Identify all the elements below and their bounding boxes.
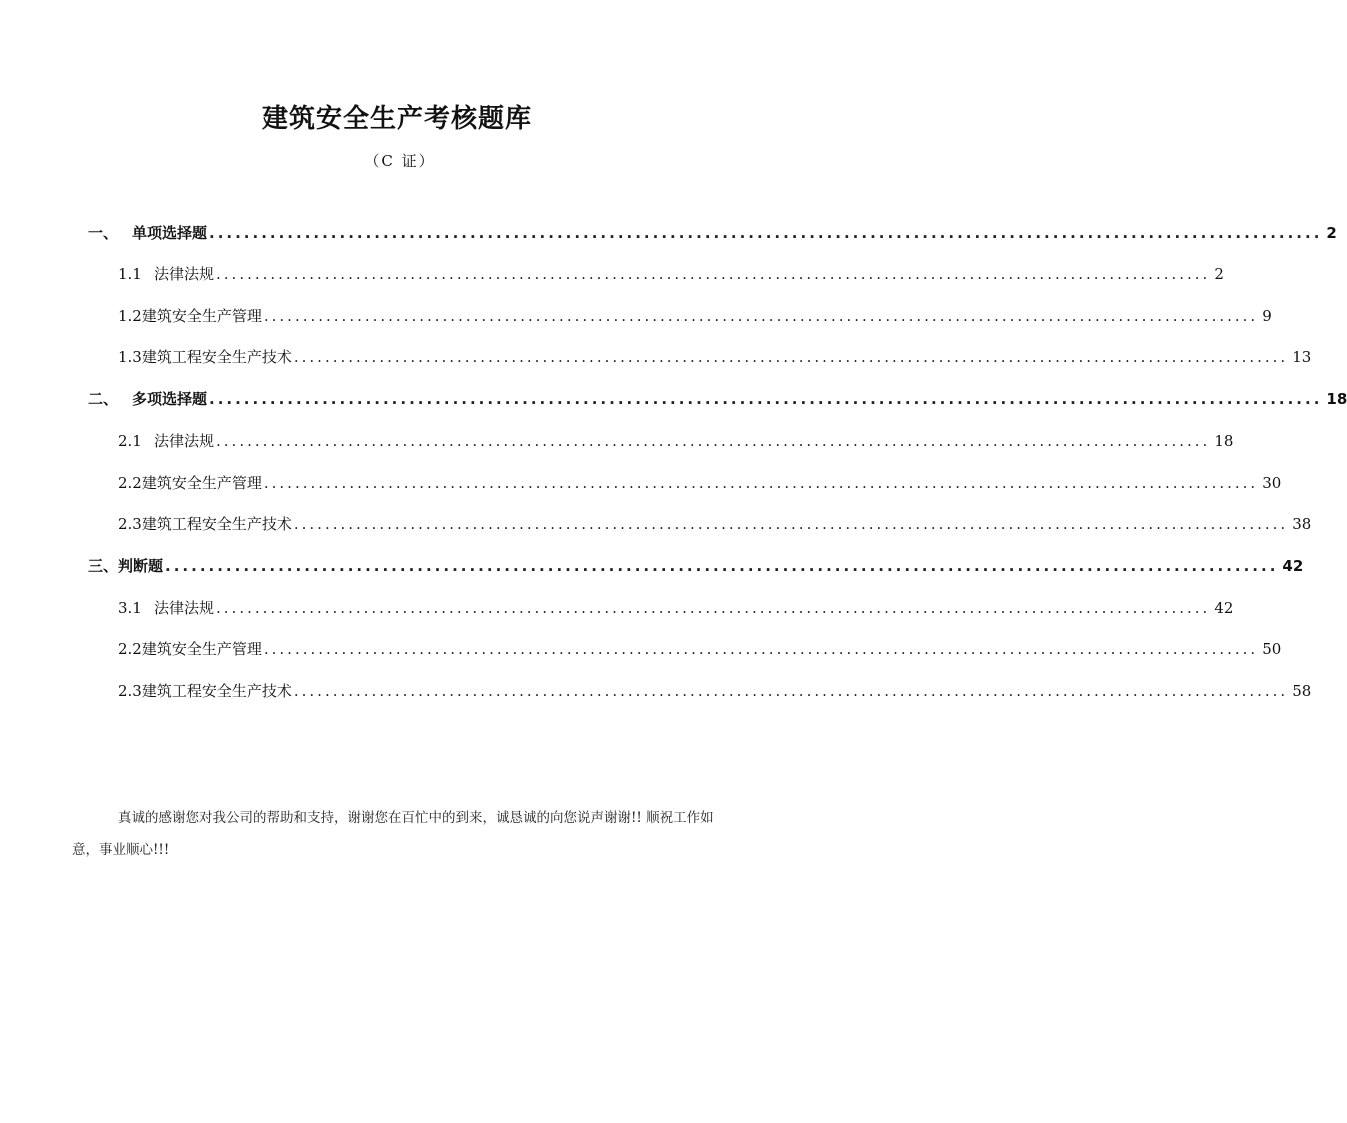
toc-entry-text: 单项选择题 [132,224,208,242]
toc-entry-label [88,222,207,243]
toc-entry-page: 50 [1262,640,1282,658]
toc-entry-number: 三、 [88,557,119,575]
toc-entry-number: 1.3 [118,348,142,366]
toc-entry-page: 18 [1326,390,1347,408]
toc-entry[interactable] [118,513,1312,537]
toc-entry-text: 多项选择题 [132,390,208,408]
toc-entry-text: 建筑安全生产管理 [141,474,262,492]
toc-entry-page: 2 [1214,265,1224,283]
toc-entry-page: 30 [1262,474,1282,492]
toc-dot-leader: ................................................................................................................................ [263,640,1259,658]
toc-dot-leader: ................................................................................................................................ [209,224,1323,242]
toc-entry-text: 建筑工程安全生产技术 [141,515,292,533]
toc-entry[interactable] [88,555,1304,579]
toc-entry-label [88,555,163,576]
toc-entry-text: 建筑工程安全生产技术 [141,348,292,366]
toc-entry[interactable] [118,472,1282,496]
toc-dot-leader: ................................................................................................................................ [216,599,1211,617]
toc-entry-text: 建筑安全生产管理 [141,640,262,658]
toc-entry[interactable] [118,680,1312,704]
toc-entry-number: 2.3 [118,515,142,533]
toc-entry-number: 1.2 [118,307,142,325]
toc-entry-page: 9 [1262,307,1272,325]
document-title: 建筑安全生产考核题库 [261,104,532,134]
closing-message: 真诚的感谢您对我公司的帮助和支持，谢谢您在百忙中的到来，诚恳诚的向您说声谢谢!! 顺祝工作如意，事业顺心!!! [72,809,714,858]
toc-entry-page: 42 [1214,599,1234,617]
toc-entry-number: 二、 [88,390,119,408]
toc-entry-label [118,346,292,367]
toc-entry[interactable] [118,346,1312,370]
toc-dot-leader: ................................................................................................................................ [216,432,1211,450]
toc-entry-label [118,680,292,701]
toc-entry-label [118,263,214,284]
toc-dot-leader: ................................................................................................................................ [216,265,1211,283]
toc-entry-number: 1.1 [118,265,142,283]
toc-dot-leader: ................................................................................................................................ [293,348,1289,366]
toc-dot-leader: ................................................................................................................................ [165,557,1279,575]
toc-entry[interactable] [118,638,1282,662]
toc-dot-leader: ................................................................................................................................ [209,390,1323,408]
toc-dot-leader: ................................................................................................................................ [263,307,1259,325]
toc-entry-text: 法律法规 [154,599,215,617]
toc-entry-page: 38 [1292,515,1312,533]
toc-dot-leader: ................................................................................................................................ [263,474,1259,492]
toc-entry[interactable] [118,263,1224,287]
toc-dot-leader: ................................................................................................................................ [293,515,1289,533]
toc-entry-label [88,388,207,409]
toc-entry-number: 2.2 [118,474,142,492]
toc-entry-page: 18 [1214,432,1234,450]
toc-entry[interactable] [118,597,1234,621]
toc-entry-label [118,305,262,326]
toc-entry-number: 一、 [88,224,119,242]
toc-entry-label [118,472,262,493]
toc-entry-page: 42 [1282,557,1304,575]
toc-entry-number: 2.1 [118,432,142,450]
toc-entry-label [118,430,214,451]
toc-entry-number: 2.3 [118,682,142,700]
toc-entry[interactable] [88,388,1347,412]
toc-entry-page: 58 [1292,682,1312,700]
toc-entry[interactable] [118,430,1234,454]
toc-entry-text: 建筑安全生产管理 [141,307,262,325]
toc-entry[interactable] [88,222,1337,246]
toc-entry-page: 2 [1326,224,1337,242]
toc-dot-leader: ................................................................................................................................ [293,682,1289,700]
toc-entry[interactable] [118,305,1272,329]
toc-entry-label [118,513,292,534]
document-subtitle: （C 证） [364,152,436,170]
toc-entry-text: 判断题 [118,557,164,575]
toc-entry-text: 法律法规 [154,432,215,450]
toc-entry-number: 2.2 [118,640,142,658]
toc-entry-text: 建筑工程安全生产技术 [141,682,292,700]
toc-entry-label [118,638,262,659]
toc-entry-number: 3.1 [118,599,142,617]
toc-entry-label [118,597,214,618]
toc-entry-page: 13 [1292,348,1312,366]
toc-entry-text: 法律法规 [154,265,215,283]
